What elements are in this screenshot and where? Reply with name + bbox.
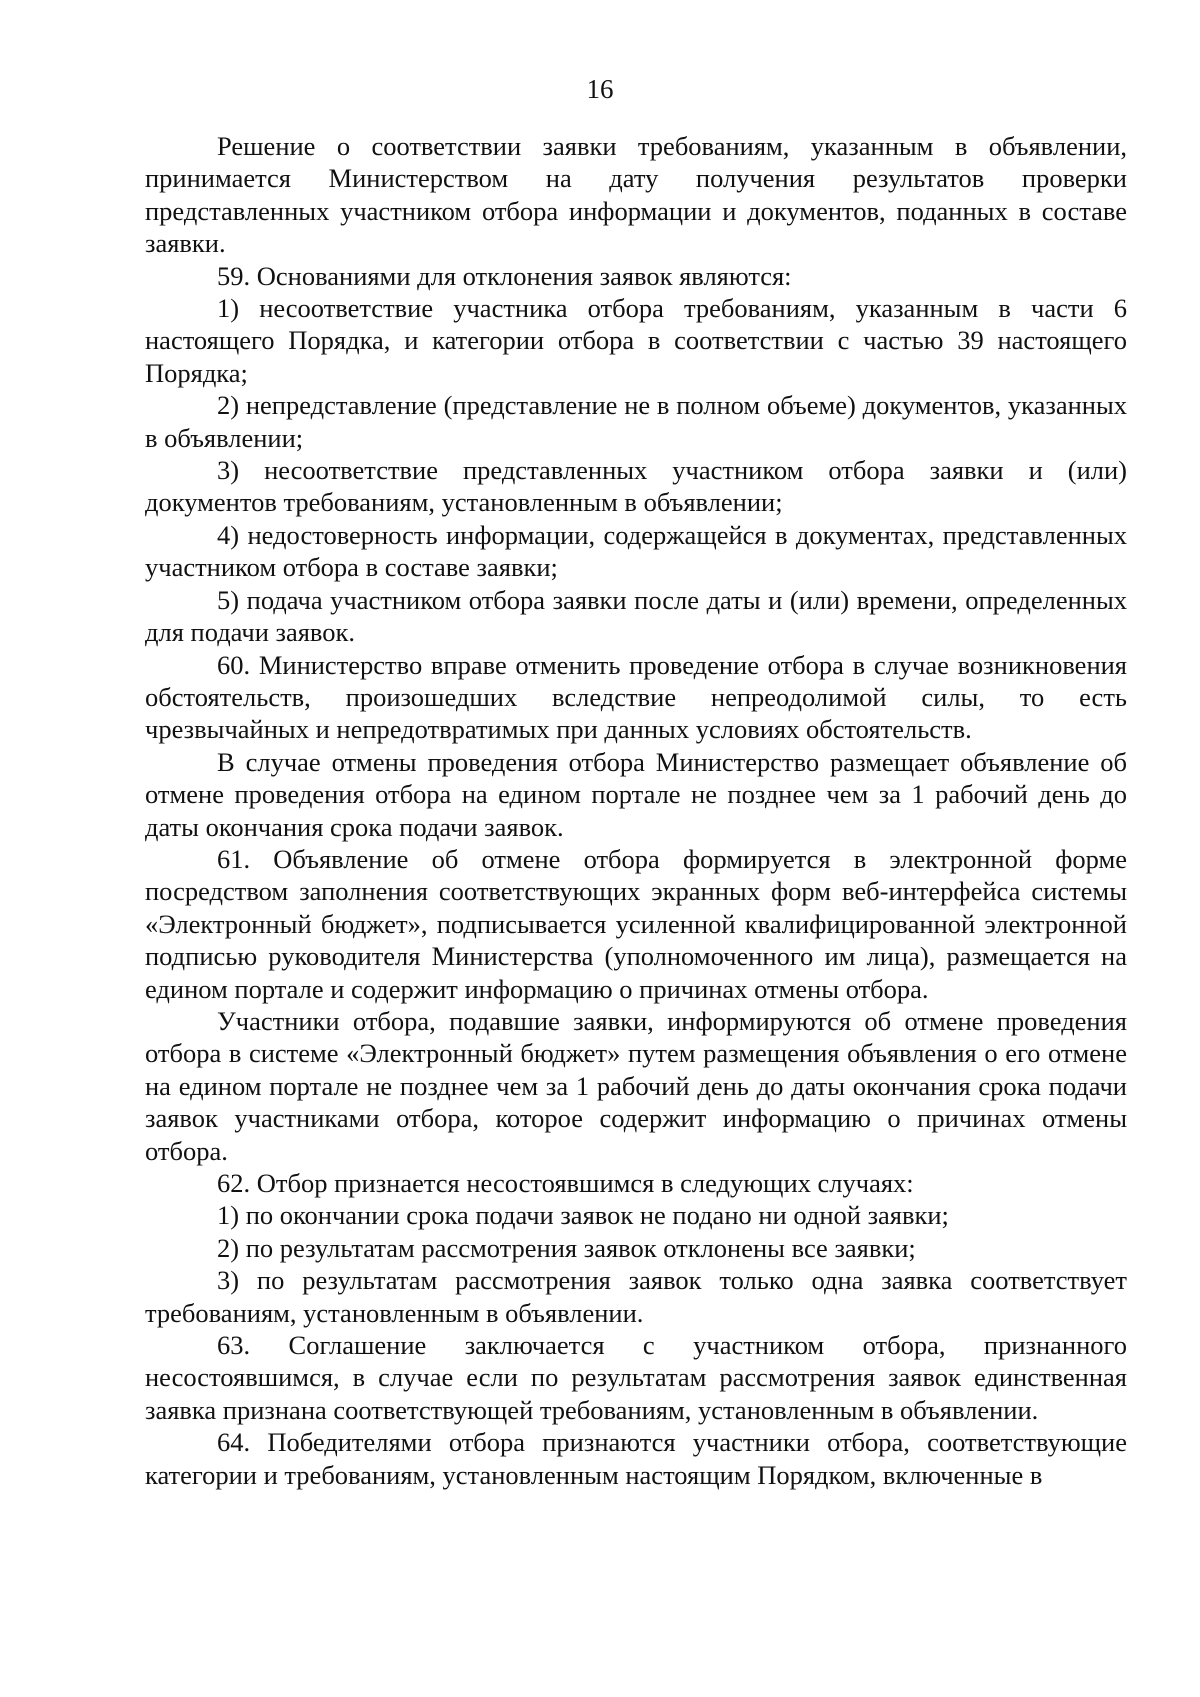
document-body <box>145 130 1127 1491</box>
paragraph-64: 64. Победителями отбора признаются участники отбора, соответствующие категории и требованиям, установленным настоящим Порядком, включенные в <box>145 1427 1127 1490</box>
paragraph-60: 60. Министерство вправе отменить проведение отбора в случае возникновения обстоятельств, произошедших вследствие непреодолимой силы, то есть чрезвычайных и непредотвратимых при данных условиях обстоятельств. <box>145 649 1127 745</box>
paragraph-59-item-5: 5) подача участником отбора заявки после даты и (или) времени, определенных для подачи заявок. <box>145 584 1127 648</box>
paragraph-61: 61. Объявление об отмене отбора формируется в электронной форме посредством заполнения соответствующих экранных форм веб-интерфейса системы «Электронный бюджет», подписывается усиленной квалифицированной электронной подписью руководителя Министерства (уполномоченного им лица), размещается на едином портале и содержит информацию о причинах отмены отбора. <box>145 843 1127 1004</box>
paragraph-62: 62. Отбор признается несостоявшимся в следующих случаях: <box>217 1168 914 1198</box>
paragraph-59-item-4: 4) недостоверность информации, содержащейся в документах, представленных участником отбора в составе заявки; <box>145 519 1127 583</box>
paragraph-59-item-3: 3) несоответствие представленных участником отбора заявки и (или) документов требованиям, установленным в объявлении; <box>145 455 1127 518</box>
paragraph-59-item-1: 1) несоответствие участника отбора требованиям, указанным в части 6 настоящего Порядка, и категории отбора в соответствии с частью 39 настоящего Порядка; <box>145 293 1127 388</box>
paragraph-62-item-1: 1) по окончании срока подачи заявок не подано ни одной заявки; <box>217 1200 949 1231</box>
paragraph-61-participants: Участники отбора, подавшие заявки, информируются об отмене проведения отбора в системе «Электронный бюджет» путем размещения объявления о его отмене на едином портале не позднее чем за 1 рабочий день до даты окончания срока подачи заявок участниками отбора, которое содержит информацию о причинах отмены отбора. <box>145 1005 1127 1166</box>
paragraph-59: 59. Основаниями для отклонения заявок являются: <box>217 260 792 291</box>
paragraph-60-cancellation: В случае отмены проведения отбора Министерство размещает объявление об отмене проведения отбора на едином портале не позднее чем за 1 рабочий день до даты окончания срока подачи заявок. <box>145 746 1127 842</box>
paragraph-63: 63. Соглашение заключается с участником отбора, признанного несостоявшимся, в случае если по результатам рассмотрения заявок единственная заявка признана соответствующей требованиям, установленным в объявлении. <box>145 1330 1127 1425</box>
paragraph-59-item-2: 2) непредставление (представление не в полном объеме) документов, указанных в объявлении; <box>145 390 1127 453</box>
page-number: 16 <box>586 74 614 104</box>
paragraph-decision: Решение о соответствии заявки требованиям, указанным в объявлении, принимается Министерством на дату получения результатов проверки представленных участником отбора информации и документов, поданных в составе заявки. <box>145 131 1127 259</box>
paragraph-62-item-2: 2) по результатам рассмотрения заявок отклонены все заявки; <box>217 1232 916 1263</box>
paragraph-62-item-3: 3) по результатам рассмотрения заявок только одна заявка соответствует требованиям, установленным в объявлении. <box>145 1265 1127 1328</box>
